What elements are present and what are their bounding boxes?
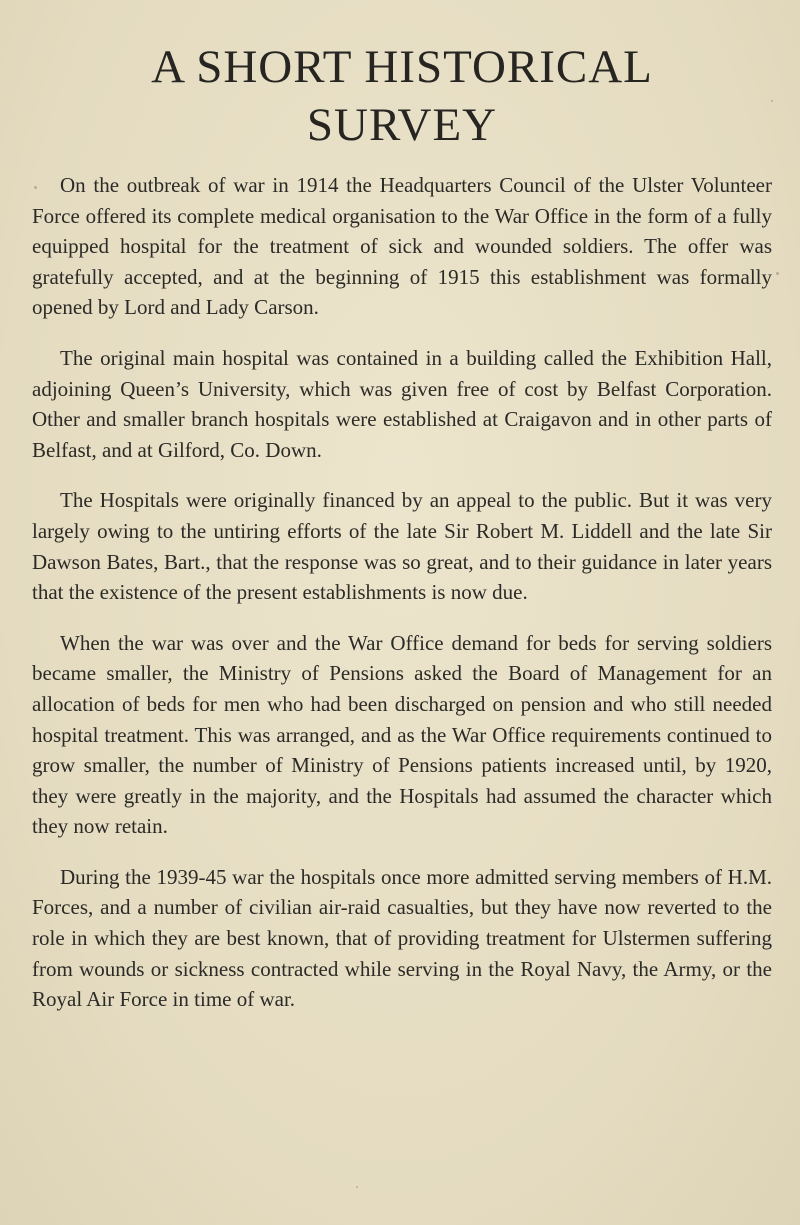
paragraph-2: The original main hospital was contained in a building called the Exhibition Hall, adjoining Queen’s University, which was given free of cost by Belfast Corporation. Other and smaller branch hospitals were established at Craigavon and in other parts of Belfast, and at Gilford, Co. Down. [32, 345, 772, 462]
paragraph-1: On the outbreak of war in 1914 the Headquarters Council of the Ulster Volunteer Force offered its complete medical organisation to the War Office in the form of a fully equipped hospital for the treatment of sick and wounded soldiers. The offer was gratefully accepted, and at the beginning of 1915 this establishment was formally opened by Lord and Lady Carson. [32, 173, 772, 320]
paper-speck [34, 186, 37, 189]
page-title [32, 38, 772, 154]
body-text [32, 170, 772, 1015]
paper-speck [771, 100, 773, 102]
title-line-1: A SHORT HISTORICAL [151, 41, 653, 93]
title-line-2: SURVEY [306, 99, 498, 151]
paragraph-5: During the 1939-45 war the hospitals once more admitted serving members of H.M. Forces, and a number of civilian air-raid casualties, but they have now reverted to the role in which they are best known, that of providing treatment for Ulstermen suffering from wounds or sickness contracted while serving in the Royal Navy, the Army, or the Royal Air Force in time of war. [32, 864, 772, 1012]
paragraph-3: The Hospitals were originally financed by an appeal to the public. But it was very largely owing to the untiring efforts of the late Sir Robert M. Liddell and the late Sir Dawson Bates, Bart., that the response was so great, and to their guidance in later years that the existence of the present establishments is now due. [32, 488, 772, 605]
paper-speck [356, 1186, 358, 1188]
paper-speck [776, 272, 779, 275]
paragraph-4: When the war was over and the War Office demand for beds for serving soldiers became smaller, the Ministry of Pensions asked the Board of Management for an allocation of beds for men who had been discharged on pension and who still needed hospital treatment. This was arranged, and as the War Office requirements continued to grow smaller, the number of Ministry of Pensions patients increased until, by 1920, they were greatly in the majority, and the Hospitals had assumed the character which they now retain. [32, 630, 772, 839]
